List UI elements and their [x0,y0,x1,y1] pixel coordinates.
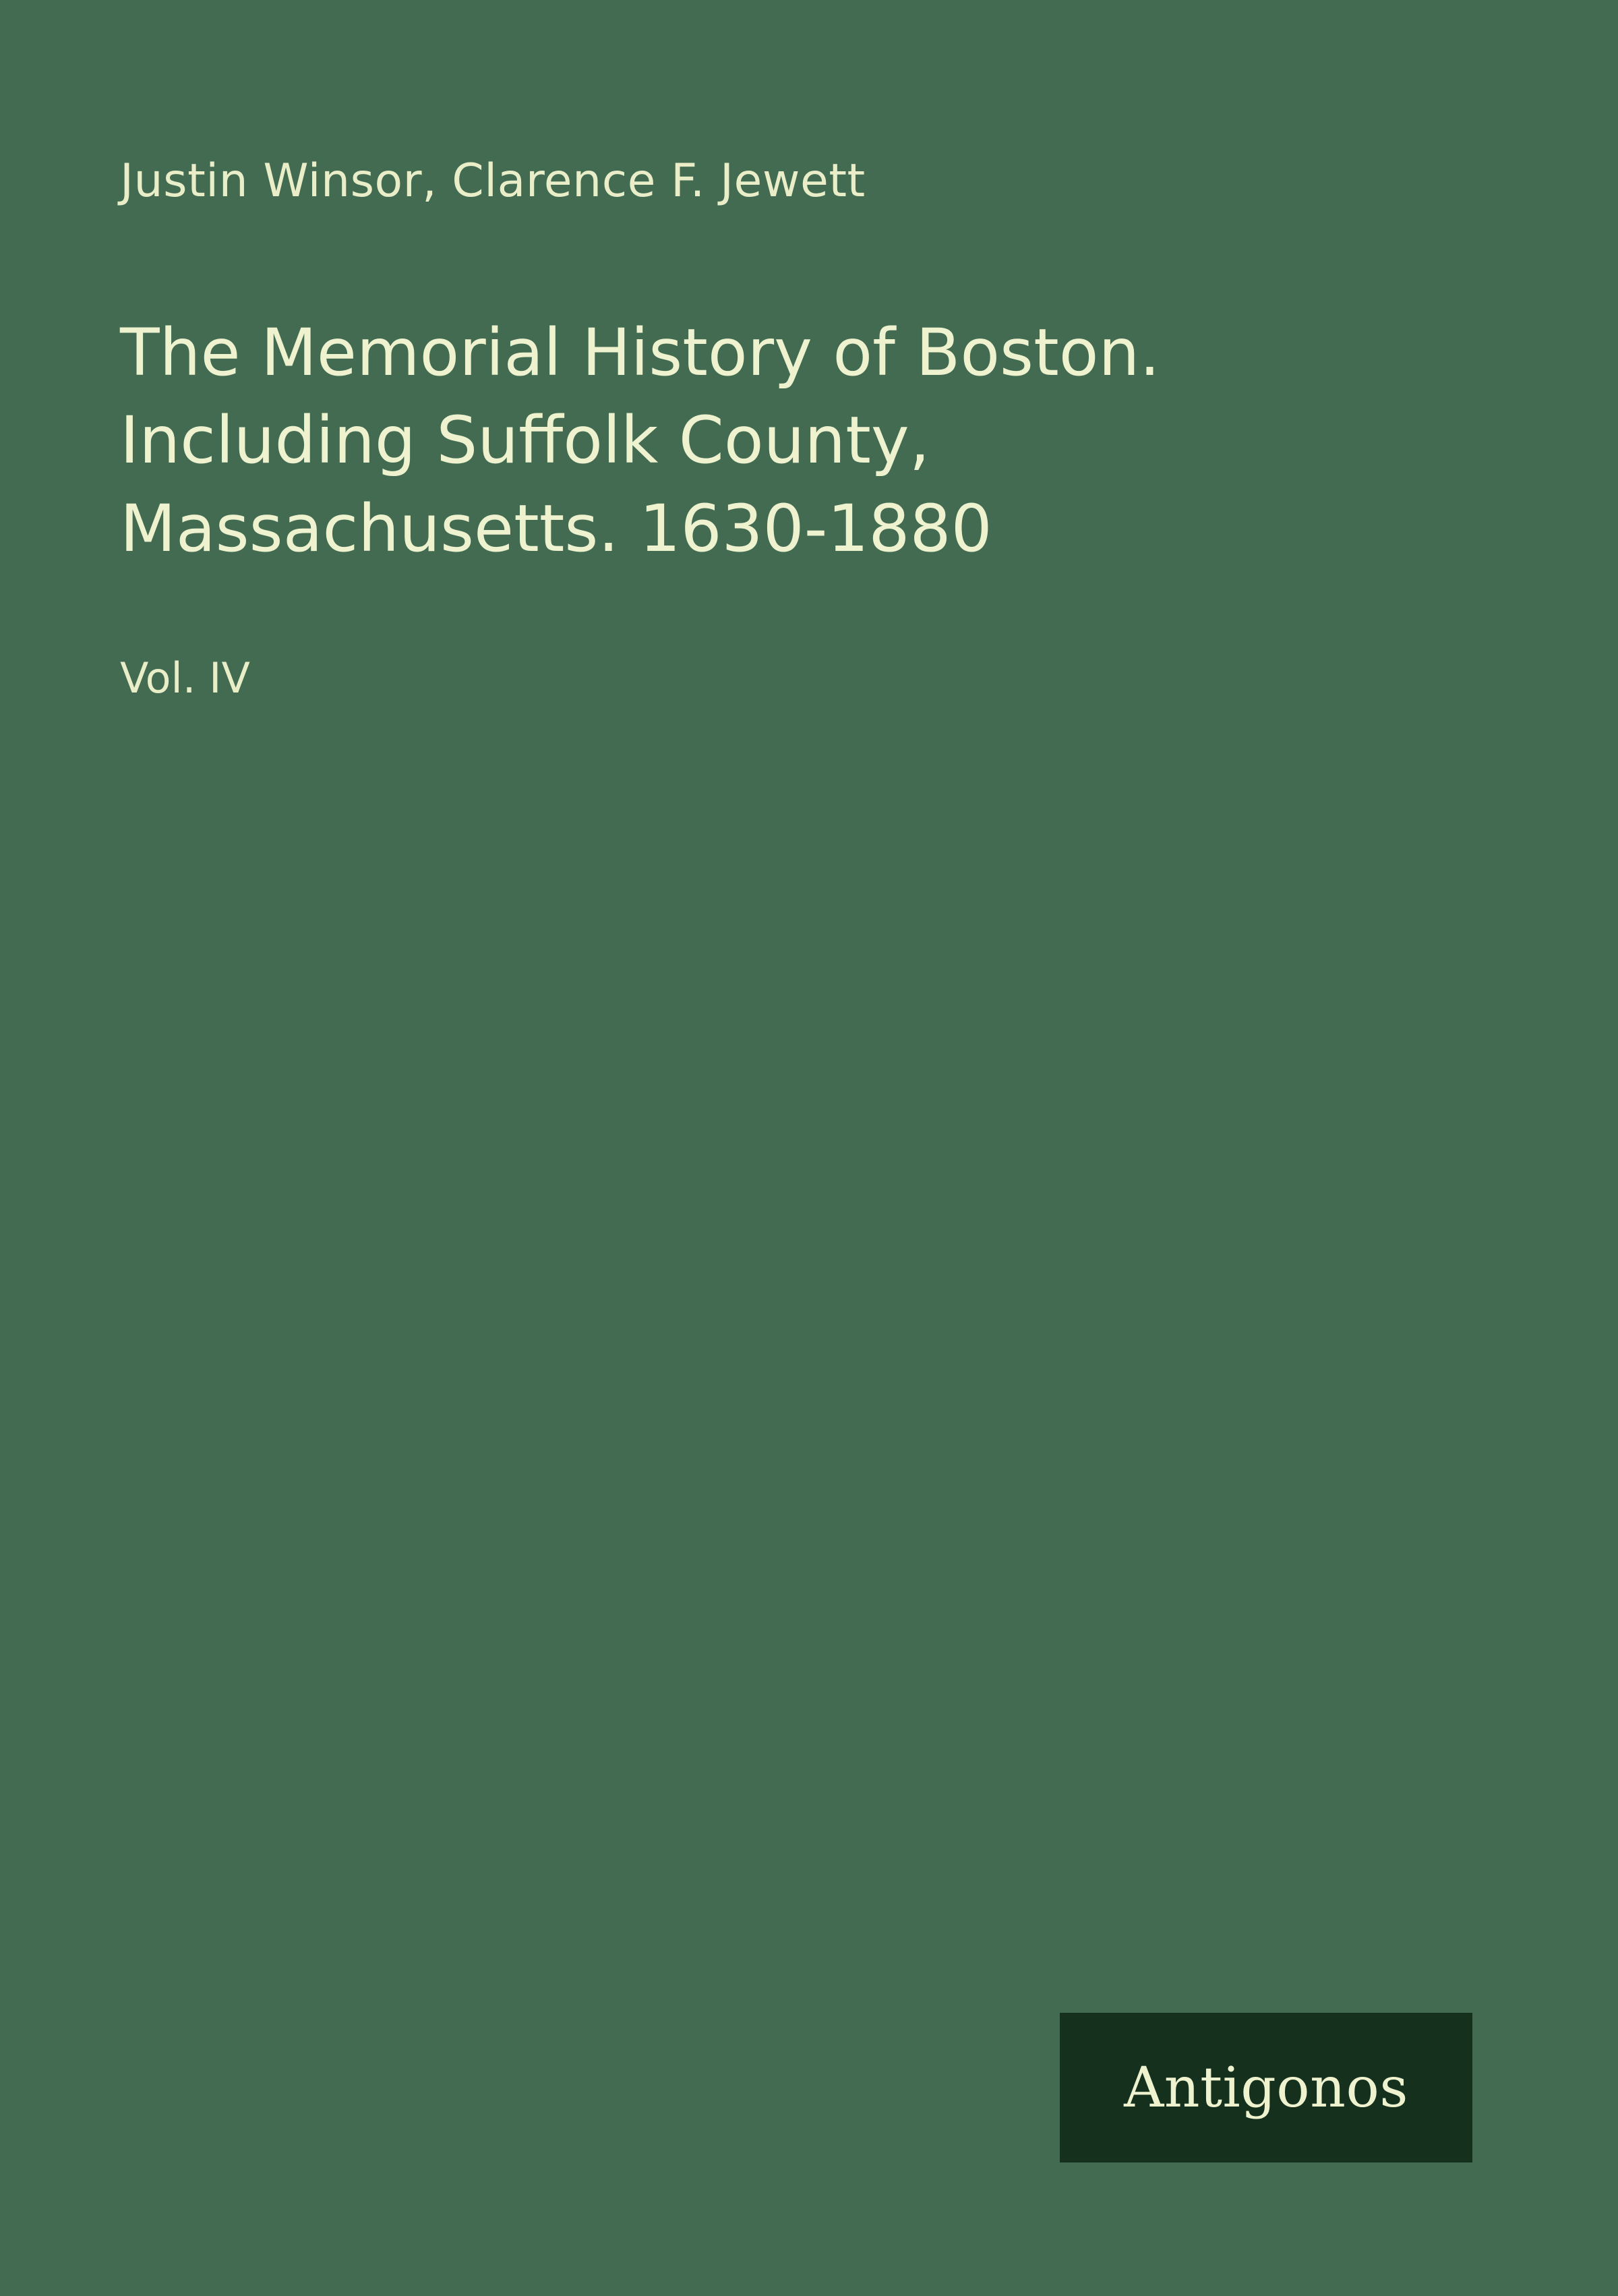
cover-text-block [120,0,1495,704]
publisher-badge [1060,2013,1472,2162]
author-names: Justin Winsor, Clarence F. Jewett [120,154,866,208]
book-title: The Memorial History of Boston. Including Suffolk County, Massachusetts. 1630-1880 [120,314,1160,566]
volume-subtitle: Vol. IV [120,653,250,703]
publisher-name: Antigonos [1124,2055,1408,2120]
